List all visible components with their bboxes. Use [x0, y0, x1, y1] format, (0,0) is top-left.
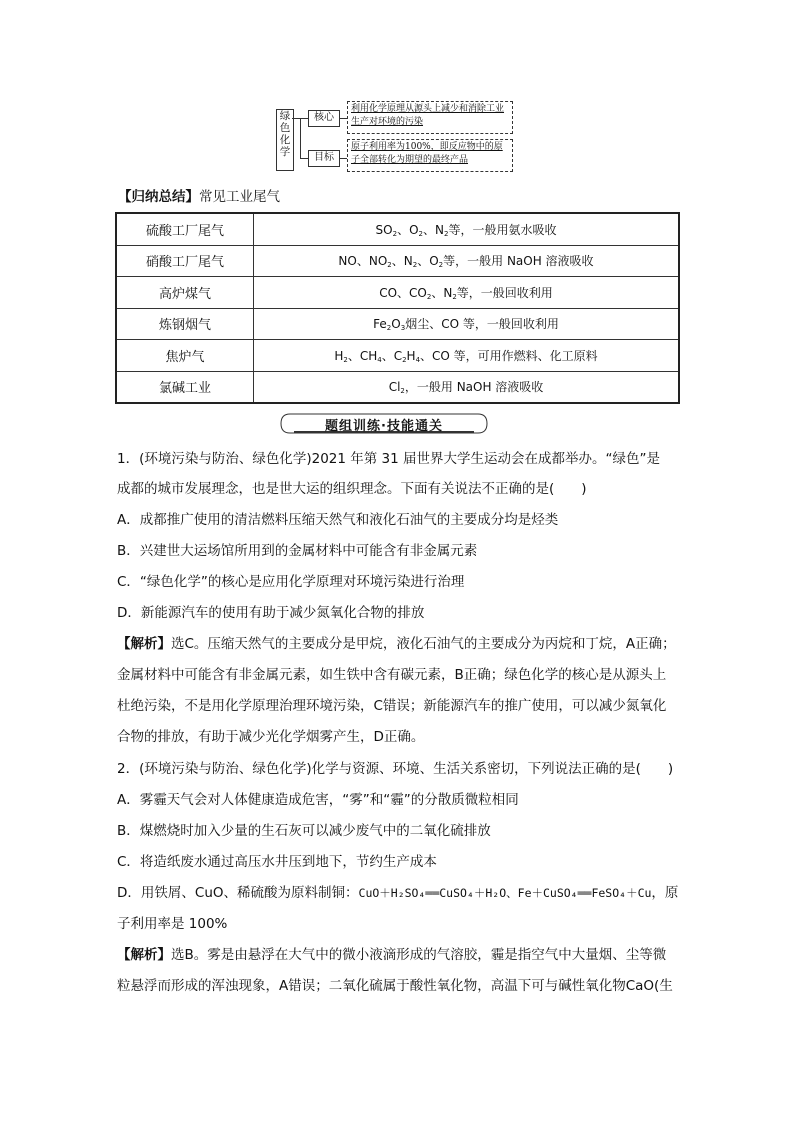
- summary-tag: 【归纳总结】: [118, 189, 199, 205]
- q2-analysis-line1: [117, 945, 683, 965]
- core-label: 核心: [314, 112, 334, 123]
- gas-description: NO、$NO_2$、$N_2$、$O_2$等，一般用 NaOH 溶液吸收: [254, 245, 680, 277]
- q2-option-a: A．雾霾天气会对人体健康造成危害，“雾”和“霾”的分散质微粒相同: [117, 792, 519, 808]
- option-d-text: D．用铁屑、CuO、稀硫酸为原料制铜：: [117, 885, 359, 901]
- table-row: [116, 340, 679, 372]
- analysis-text: 选C。压缩天然气的主要成分是甲烷，液化石油气的主要成分为丙烷和丁烷，A正确；: [171, 636, 676, 652]
- q2-option-b: B．煤燃烧时加入少量的生石灰可以减少废气中的二氧化硫排放: [117, 823, 491, 839]
- connector-line: [300, 118, 301, 158]
- q2-option-d: [117, 883, 683, 903]
- connector-line: [300, 118, 308, 119]
- gas-source: 高炉煤气: [116, 277, 254, 309]
- analysis-tag: 【解析】: [117, 947, 171, 963]
- summary-heading: [118, 185, 280, 205]
- gas-source: 硫酸工厂尾气: [116, 213, 254, 245]
- q2-stem: 2．(环境污染与防治、绿色化学)化学与资源、环境、生活关系密切，下列说法正确的是( ): [117, 761, 674, 777]
- connector-line: [339, 158, 347, 159]
- banner-title: 题组训练·技能通关: [325, 419, 443, 434]
- gas-source: 焦炉气: [116, 340, 254, 372]
- option-d-text-end: ，原: [651, 885, 679, 901]
- goal-description-box: [347, 139, 513, 172]
- table-row: [116, 371, 679, 403]
- core-description-box: [347, 101, 513, 134]
- summary-title: 常见工业尾气: [199, 189, 280, 205]
- table-row: [116, 277, 679, 309]
- q1-option-a: A．成都推广使用的清洁燃料压缩天然气和液化石油气的主要成分均是烃类: [117, 512, 559, 528]
- q1-analysis-line3: 杜绝污染，不是用化学原理治理环境污染，C错误；新能源汽车的推广使用，可以减少氮氧化: [117, 698, 667, 714]
- gas-source: 炼钢烟气: [116, 308, 254, 340]
- green-chemistry-text: 绿色化学: [279, 110, 291, 158]
- gas-description: $SO_2$、$O_2$、$N_2$等，一般用氨水吸收: [254, 213, 680, 245]
- q1-stem-line2: 成都的城市发展理念，也是世大运的组织理念。下面有关说法不正确的是( ): [117, 481, 587, 497]
- gas-description: CO、$CO_2$、$N_2$等，一般回收利用: [254, 277, 680, 309]
- table-row: [116, 245, 679, 277]
- gas-description: $H_2$、$CH_4$、$C_2H_4$、CO 等，可用作燃料、化工原料: [254, 340, 680, 372]
- q2-analysis-line2: 粒悬浮而形成的浑浊现象，A错误；二氧化硫属于酸性氧化物，高温下可与碱性氧化物CaO(生: [117, 978, 673, 994]
- q1-option-b: B．兴建世大运场馆所用到的金属材料中可能含有非金属元素: [117, 543, 478, 559]
- table-row: [116, 213, 679, 245]
- goal-label-box: [308, 150, 340, 167]
- q1-option-c: C．“绿色化学”的核心是应用化学原理对环境污染进行治理: [117, 574, 465, 590]
- connector-line: [300, 158, 308, 159]
- q1-stem-line1: 1．(环境污染与防治、绿色化学)2021 年第 31 届世界大学生运动会在成都举办。“绿色”是: [117, 451, 661, 467]
- analysis-text: 选B。雾是由悬浮在大气中的微小液滴形成的气溶胶，霾是指空气中大量烟、尘等微: [171, 947, 667, 963]
- gas-source: 硝酸工厂尾气: [116, 245, 254, 277]
- q2-option-d-line2: 子利用率是 100%: [117, 916, 228, 932]
- tail-gas-table: [115, 212, 680, 404]
- gas-description: $Fe_2O_3$烟尘、CO 等，一般回收利用: [254, 308, 680, 340]
- q1-analysis-line4: 合物的排放，有助于减少光化学烟雾产生，D正确。: [117, 729, 425, 745]
- core-description: 利用化学原理从源头上减少和消除工业生产对环境的污染: [351, 104, 505, 127]
- goal-description: 原子利用率为100%，即反应物中的原子全部转化为期望的最终产品: [351, 142, 503, 165]
- connector-line: [339, 118, 347, 119]
- q1-analysis-line2: 金属材料中可能含有非金属元素，如生铁中含有碳元素，B正确；绿色化学的核心是从源头上: [117, 667, 667, 683]
- q1-analysis-line1: [117, 634, 683, 654]
- q1-option-d: D．新能源汽车的使用有助于减少氮氧化合物的排放: [117, 605, 425, 621]
- q2-option-c: C．将造纸废水通过高压水井压到地下，节约生产成本: [117, 854, 437, 870]
- goal-label: 目标: [314, 152, 334, 163]
- core-label-box: [308, 110, 340, 127]
- gas-source: 氯碱工业: [116, 371, 254, 403]
- option-d-equation: CuO＋H₂SO₄══CuSO₄＋H₂O、Fe＋CuSO₄══FeSO₄＋Cu: [358, 886, 652, 900]
- gas-description: $Cl_2$，一般用 NaOH 溶液吸收: [254, 371, 680, 403]
- analysis-tag: 【解析】: [117, 636, 171, 652]
- section-banner: [280, 413, 488, 434]
- table-row: [116, 308, 679, 340]
